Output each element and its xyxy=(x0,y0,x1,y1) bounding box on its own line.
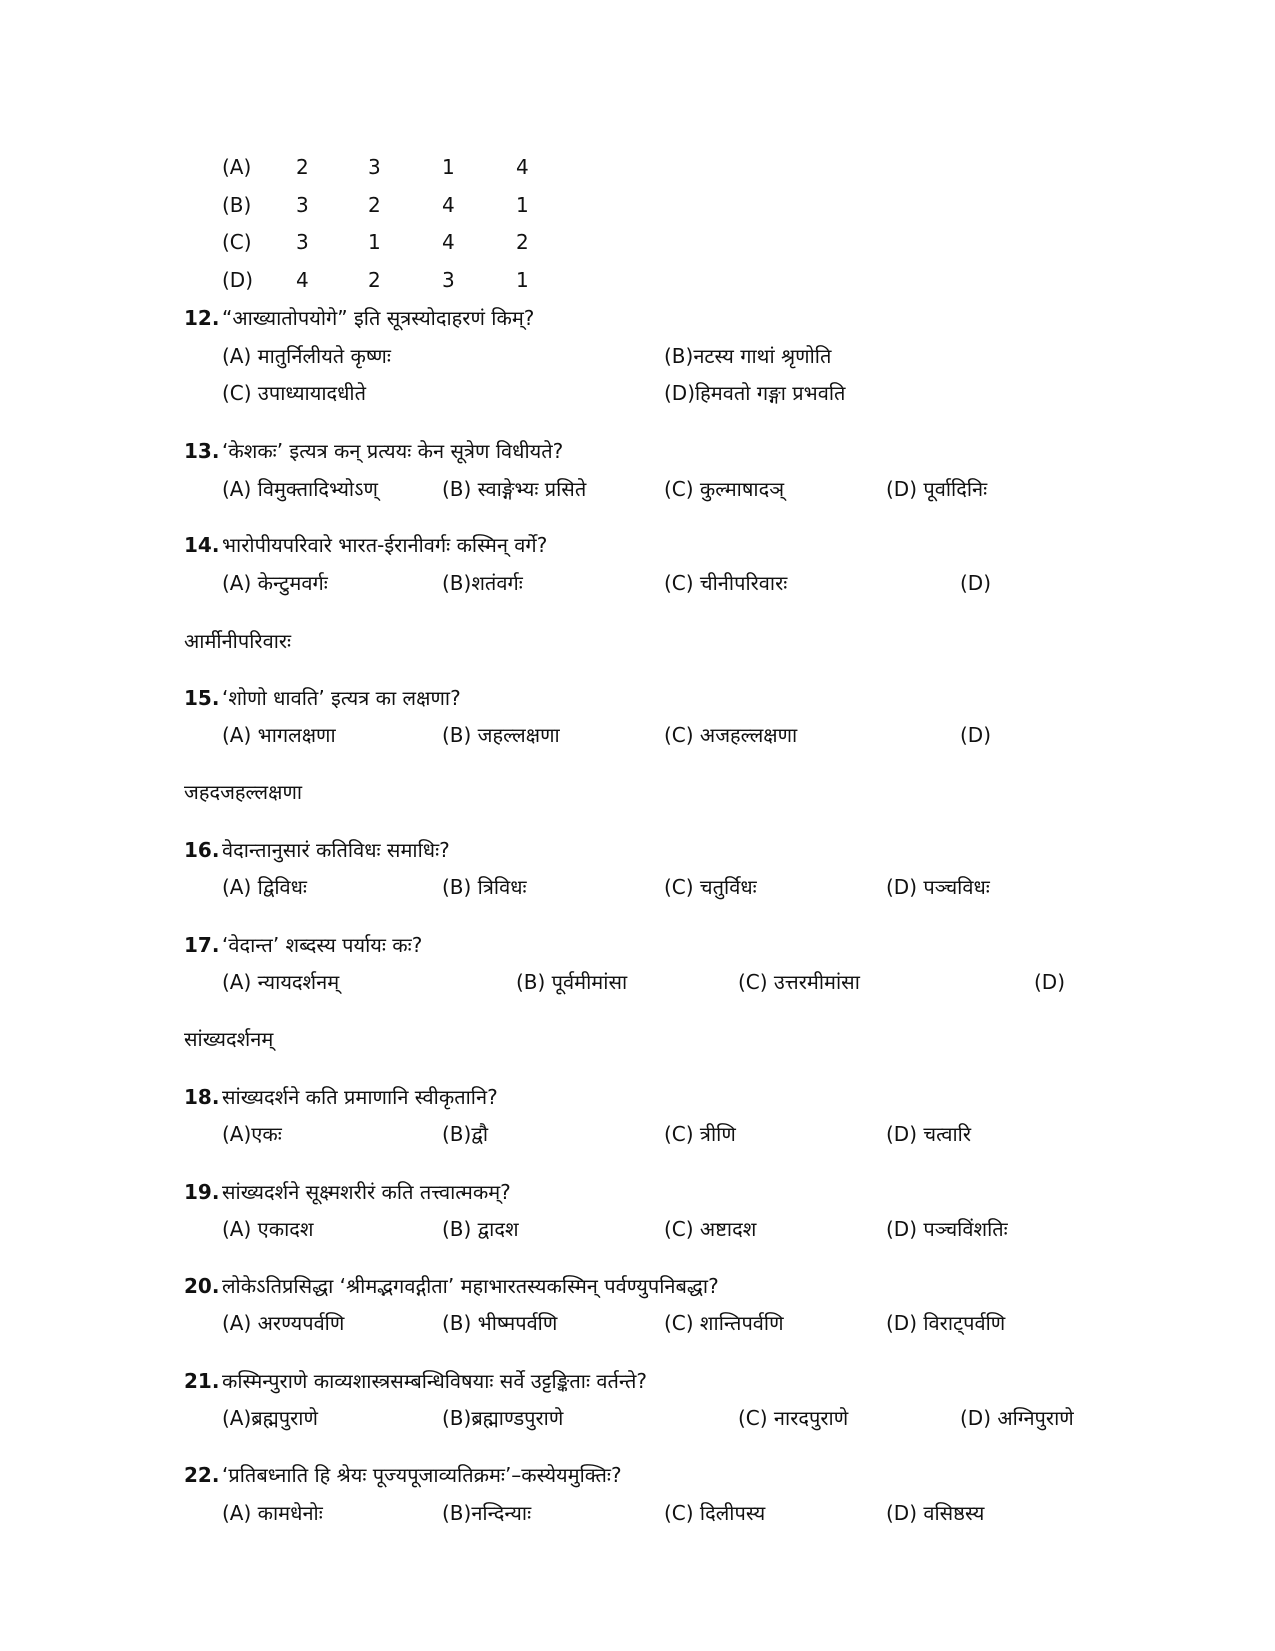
option-b: (B) द्वादश xyxy=(442,1217,519,1241)
match-cell: 2 xyxy=(516,230,529,254)
option-d-continuation: आर्मीनीपरिवारः xyxy=(184,629,292,653)
option-c: (C) नारदपुराणे xyxy=(738,1406,849,1430)
option-d-continuation: जहदजहल्लक्षणा xyxy=(184,780,303,804)
question-number: 18. xyxy=(184,1085,220,1109)
option-d: (D) xyxy=(960,723,992,747)
question-text: कस्मिन्पुराणे काव्यशास्त्रसम्बन्धिविषयाः सर्वे उट्टङ्किताः वर्तन्ते? xyxy=(222,1369,648,1393)
match-cell: 1 xyxy=(516,193,529,217)
question-text: ‘केशकः’ इत्यत्र कन् प्रत्ययः केन सूत्रेण विधीयते? xyxy=(222,439,564,463)
match-cell: 2 xyxy=(296,155,309,179)
option-a: (A) अरण्यपर्वणि xyxy=(222,1311,345,1335)
option-d: (D)हिमवतो गङ्गा प्रभवति xyxy=(664,381,846,405)
match-row-label: (B) xyxy=(222,193,252,217)
option-d: (D) पञ्चविधः xyxy=(886,875,990,899)
option-a: (A) द्विविधः xyxy=(222,875,307,899)
option-d: (D) xyxy=(960,571,992,595)
match-cell: 2 xyxy=(368,268,381,292)
option-a: (A) कामधेनोः xyxy=(222,1501,323,1525)
option-b: (B) त्रिविधः xyxy=(442,875,527,899)
option-c: (C) उत्तरमीमांसा xyxy=(738,970,860,994)
option-c: (C) दिलीपस्य xyxy=(664,1501,766,1525)
question-number: 22. xyxy=(184,1463,220,1487)
option-a: (A)एकः xyxy=(222,1122,282,1146)
option-d: (D) चत्वारि xyxy=(886,1122,972,1146)
question-number: 16. xyxy=(184,838,220,862)
question-number: 21. xyxy=(184,1369,220,1393)
option-c: (C) अष्टादश xyxy=(664,1217,757,1241)
match-cell: 3 xyxy=(296,193,309,217)
option-d: (D) अग्निपुराणे xyxy=(960,1406,1074,1430)
option-b: (B)नटस्य गाथां श्रृणोति xyxy=(664,344,832,368)
question-text: भारोपीयपरिवारे भारत-ईरानीवर्गः कस्मिन् वर्गे? xyxy=(222,533,548,557)
option-c: (C) कुल्माषादञ् xyxy=(664,477,785,501)
match-cell: 1 xyxy=(442,155,455,179)
option-c: (C) अजहल्लक्षणा xyxy=(664,723,798,747)
question-number: 15. xyxy=(184,686,220,710)
match-cell: 1 xyxy=(368,230,381,254)
match-cell: 3 xyxy=(442,268,455,292)
option-a: (A) मातुर्निलीयते कृष्णः xyxy=(222,344,391,368)
question-number: 17. xyxy=(184,933,220,957)
question-text: सांख्यदर्शने सूक्ष्मशरीरं कति तत्त्वात्मकम्? xyxy=(222,1180,511,1204)
match-cell: 3 xyxy=(296,230,309,254)
option-c: (C) त्रीणि xyxy=(664,1122,736,1146)
option-c: (C) शान्तिपर्वणि xyxy=(664,1311,784,1335)
option-a: (A) एकादश xyxy=(222,1217,314,1241)
option-a: (A) विमुक्तादिभ्योऽण् xyxy=(222,477,378,501)
question-number: 12. xyxy=(184,306,220,330)
question-text: ‘वेदान्त’ शब्दस्य पर्यायः कः? xyxy=(222,933,423,957)
match-cell: 1 xyxy=(516,268,529,292)
question-text: ‘प्रतिबध्नाति हि श्रेयः पूज्यपूजाव्यतिक्रमः’–कस्येयमुक्तिः? xyxy=(222,1463,622,1487)
option-a: (A) केन्टुमवर्गः xyxy=(222,571,328,595)
option-d: (D) पूर्वादिनिः xyxy=(886,477,988,501)
option-a: (A)ब्रह्मपुराणे xyxy=(222,1406,318,1430)
question-number: 20. xyxy=(184,1274,220,1298)
option-b: (B)ब्रह्माण्डपुराणे xyxy=(442,1406,564,1430)
question-text: ‘शोणो धावति’ इत्यत्र का लक्षणा? xyxy=(222,686,461,710)
option-b: (B)द्वौ xyxy=(442,1122,489,1146)
match-row-label: (A) xyxy=(222,155,252,179)
option-d: (D) वसिष्ठस्य xyxy=(886,1501,985,1525)
match-row-label: (D) xyxy=(222,268,254,292)
option-b: (B) भीष्मपर्वणि xyxy=(442,1311,558,1335)
option-b: (B)नन्दिन्याः xyxy=(442,1501,532,1525)
match-row-label: (C) xyxy=(222,230,252,254)
option-c: (C) उपाध्यायादधीते xyxy=(222,381,367,405)
match-cell: 4 xyxy=(516,155,529,179)
option-c: (C) चीनीपरिवारः xyxy=(664,571,788,595)
option-a: (A) न्यायदर्शनम् xyxy=(222,970,340,994)
question-number: 13. xyxy=(184,439,220,463)
question-number: 14. xyxy=(184,533,220,557)
question-text: लोकेऽतिप्रसिद्धा ‘श्रीमद्भगवद्गीता’ महाभारतस्यकस्मिन् पर्वण्युपनिबद्धा? xyxy=(222,1274,719,1298)
option-a: (A) भागलक्षणा xyxy=(222,723,336,747)
match-cell: 3 xyxy=(368,155,381,179)
option-b: (B)शतंवर्गः xyxy=(442,571,523,595)
match-cell: 4 xyxy=(442,230,455,254)
option-d: (D) पञ्चविंशतिः xyxy=(886,1217,1008,1241)
question-text: वेदान्तानुसारं कतिविधः समाधिः? xyxy=(222,838,450,862)
option-c: (C) चतुर्विधः xyxy=(664,875,757,899)
match-cell: 2 xyxy=(368,193,381,217)
option-b: (B) जहल्लक्षणा xyxy=(442,723,560,747)
match-cell: 4 xyxy=(296,268,309,292)
question-text: “आख्यातोपयोगे” इति सूत्रस्योदाहरणं किम्? xyxy=(222,306,535,330)
question-text: सांख्यदर्शने कति प्रमाणानि स्वीकृतानि? xyxy=(222,1085,498,1109)
option-d: (D) विराट्पर्वणि xyxy=(886,1311,1006,1335)
option-d: (D) xyxy=(1034,970,1066,994)
option-d-continuation: सांख्यदर्शनम् xyxy=(184,1027,274,1051)
match-cell: 4 xyxy=(442,193,455,217)
option-b: (B) पूर्वमीमांसा xyxy=(516,970,628,994)
question-number: 19. xyxy=(184,1180,220,1204)
option-b: (B) स्वाङ्गेभ्यः प्रसिते xyxy=(442,477,587,501)
